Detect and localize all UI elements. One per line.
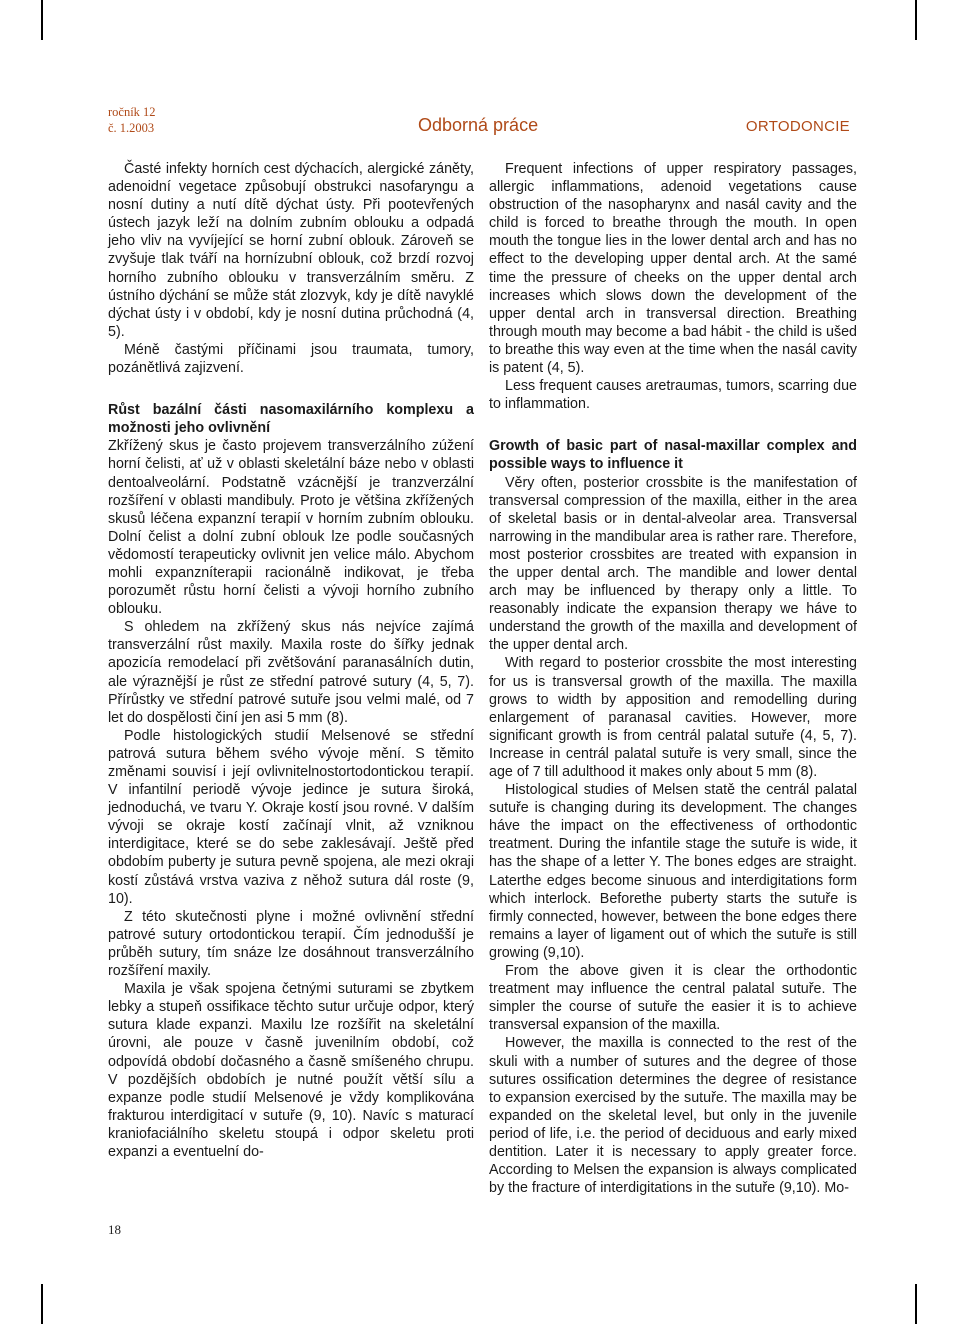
paragraph: Méně častými příčinami jsou traumata, tumory, pozánětlivá zajizvení. [108,341,474,377]
crop-mark-top-left [41,0,43,40]
journal-issue [108,104,156,136]
paragraph: Podle histologických studií Melsenové se střední patrová sutura během svého vývoje mění. S těmito změnami souvisí i její ovlivnitelnostortodontickou terapií. V infantilní periodě vývoje jedince je sutura široká, jednoduchá, ve tvaru Y. Okraje kostí jsou rovné. V dalším vývoji se okraje kostí začínají vlnit, až vzniknou interdigitace, které se do sebe zaklesávají. Ještě před obdobím puberty je sutura pevně spojena, ale mezi okraji kostí zůstává vrstva vaziva z něhož sutura dál roste (9, 10). [108,727,474,907]
crop-mark-top-right [915,0,917,40]
paragraph: From the above given it is clear the orthodontic treatment may influence the central palatal sutuře. The simpler the course of sutuře the easier it is to achieve transversal expansion of the maxilla. [489,963,857,1034]
journal-volume: ročník 12 [108,105,156,119]
crop-mark-bottom-right [915,1284,917,1324]
right-column-english [489,160,857,1197]
page-number: 18 [108,1222,121,1237]
paragraph: Časté infekty horních cest dýchacích, alergické záněty, adenoidní vegetace způsobují obstrukci nasofaryngu a nosní dutiny a nutí dítě dýchat ústy. Při pootevřených ústech jazyk leží na dolním zubním oblouku a odpadá jeho vliv na vyvíjející se horní zubní oblouk. Zároveň se zvyšuje tlak tváří na hornízubní oblouk, což brzdí rozvoj horního zubního oblouku v transverzálním směru. Z ústního dýchání se může stát zlozvyk, kdy je dítě navyklé dýchat ústy i v období, kdy je nosní dutina průchodná (4, 5). [108,161,474,340]
section-heading: Růst bazální části nasomaxilárního komplexu a možnosti jeho ovlivnění [108,402,474,437]
crop-mark-bottom-left [41,1284,43,1324]
paragraph: Less frequent causes aretraumas, tumors, scarring due to inflammation. [489,378,857,413]
paragraph: Frequent infections of upper respiratory passages, allergic inflammations, adenoid vegetations cause obstruction of the nasopharynx and nasál cavity and the child is forced to breathe through the mouth. In open mouth the tongue lies in the lower dental arch and has no effect to the developing upper dental arch. At the samé time the pressure of cheeks on the upper dental arch increases which slows down the development of the upper dental arch in transversal direction. Breathing through mouth may become a bad hábit - the child is ušed to breathe this way even at the time when the nasál cavity is patent (4, 5). [489,161,857,377]
paragraph: Z této skutečnosti plyne i možné ovlivnění střední patrové sutury ortodontickou terapií. Čím jednodušší je průběh sutury, tím snáze lze dosáhnout transverzálního rozšíření maxily. [108,908,474,980]
category-label: ORTODONCIE [745,118,850,135]
paragraph: Zkřížený skus je často projevem transverzálního zúžení horní čelisti, ať už v oblasti skeletální báze nebo v oblasti dentoalveolární. Podstatně vzácnější je tranzverzální rozšíření v oblasti mandibuly. Proto je většina zkřížených skusů léčena expanzní terapií v horním zubním oblouku. Dolní čelist a dolní zubní oblouk lze podle současných vědomostí terapeuticky ovlivnit jen velice málo. Abychom mohli expanzníterapii racionálně indikovat, je třeba porozumět růstu horní čelisti a vývoji horního zubního oblouku. [108,438,474,618]
paragraph: Věry often, posterior crossbite is the manifestation of transversal compression of the maxilla, either in the area of skeletal basis or in dental-alveolar area. Transversal narrowing in the mandibular area is rather rare. Therefore, most posterior crossbites are treated with expansion in the upper dental arch. The mandible and lower dental arch may be influenced by therapy only a little. To reasonably indicate the expansion therapy we háve to understand the growth of the maxilla and development of the upper dental arch. [489,474,857,654]
left-column-czech [108,160,474,1161]
paragraph: Histological studies of Melsen statě the centrál palatal sutuře is changing during its development. The changes háve the impact on the effectiveness of orthodontic treatment. During the infantile stage the sutuře is wide, it has the shape of a letter Y. The bones edges are straight. Laterthe edges become sinuous and interdigitations form which interlock. Beforethe puberty starts the sutuře is firmly connected, however, between the bone edges there remains a layer of ligament out of which the sutuře is still growing (9,10). [489,782,857,961]
paragraph: With regard to posterior crossbite the most interesting for us is transversal growth of the maxilla. The maxilla grows to width by apposition and remodelling during enlargement of paranasal cavities. However, more significant growth is from centrál palatal sutuře (4, 5, 7). Increase in centrál palatal sutuře is very small, since the age of 7 till adulthood it makes only about 5 mm (8). [489,655,857,780]
section-title: Odborná práce [418,115,539,135]
journal-issue-number: č. 1.2003 [108,121,155,135]
paragraph: However, the maxilla is connected to the rest of the skuli with a number of sutures and the degree of those sutures ossification determines the degree of resistance to expansion exercised by the sutuře. The maxilla may be expanded on the skeletal level, but only in the juvenile period of life, i.e. the period of deciduous and early mixed dentition. Later it is necessary to apply greater force. According to Melsen the expansion is always complicated by the fracture of interdigitations in the sutuře (9,10). Mo- [489,1035,857,1197]
paragraph: S ohledem na zkřížený skus nás nejvíce zajímá transverzální růst maxily. Maxila roste do šířky jednak apozicía remodelací při zvětšování paranasálních dutin, ale výraznější je růst ze střední patrové sutury (4, 5, 7). Přírůstky ve střední patrové sutuře jsou velmi malé, od 7 let do dospělosti činí jen asi 5 mm (8). [108,619,474,726]
section-heading: Growth of basic part of nasal-maxillar complex and possible ways to influence it [489,438,857,473]
paragraph: Maxila je však spojena četnými suturami se zbytkem lebky a stupeň ossifikace těchto sutur určuje odpor, který sutura klade expanzi. Maxilu lze rozšířit na skeletální úrovni, ale pouze v časně juvenilním období, což odpovídá období dočasného a časně smíšeného chrupu. V pozdějších obdobích je nutné použít větší sílu a expanze podle studií Melsenové je vždy komplikována frakturou interdigitací v sutuře (9, 10). Navíc s maturací kraniofaciálního skeletu stoupá i odpor skeletu proti expanzi a eventuelní do- [108,981,474,1160]
